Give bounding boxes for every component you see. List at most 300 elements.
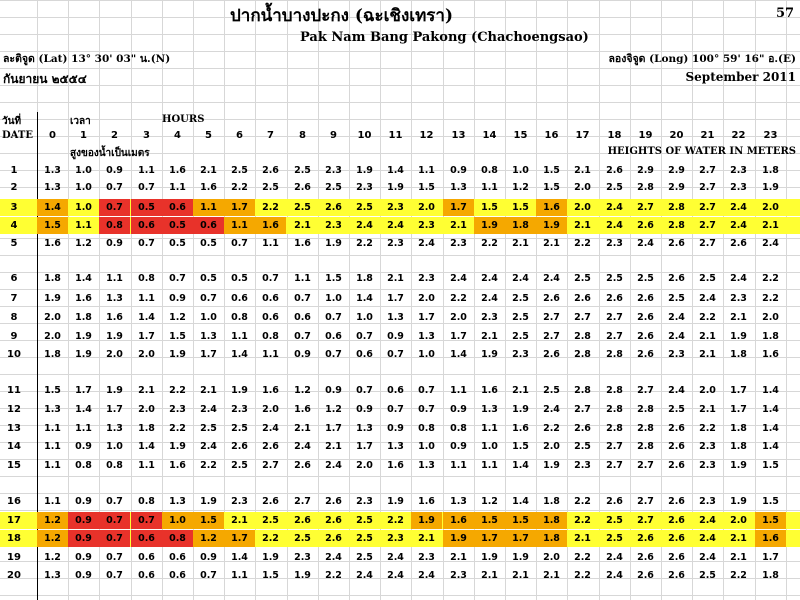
height-cell: 2.4 bbox=[200, 404, 217, 415]
height-cell: 2.7 bbox=[637, 460, 654, 471]
height-cell: 1.4 bbox=[762, 385, 779, 396]
height-cell: 1.8 bbox=[730, 441, 747, 452]
height-cell: 0.6 bbox=[162, 199, 193, 216]
height-cell: 2.1 bbox=[138, 385, 155, 396]
height-cell: 2.5 bbox=[599, 530, 630, 547]
height-cell: 1.9 bbox=[481, 349, 498, 360]
height-cell: 0.9 bbox=[75, 496, 92, 507]
hour-label: 8 bbox=[299, 130, 306, 141]
height-cell: 1.8 bbox=[44, 273, 61, 284]
hour-label: 11 bbox=[388, 130, 403, 141]
height-cell: 1.0 bbox=[68, 199, 99, 216]
hour-label: 23 bbox=[763, 130, 778, 141]
height-cell: 2.0 bbox=[762, 312, 779, 323]
height-cell: 1.5 bbox=[193, 512, 224, 529]
height-cell: 2.8 bbox=[606, 423, 623, 434]
height-cell: 1.1 bbox=[44, 423, 61, 434]
day-label: 7 bbox=[10, 293, 18, 304]
height-cell: 2.5 bbox=[512, 312, 529, 323]
height-cell: 1.9 bbox=[106, 385, 123, 396]
height-cell: 1.8 bbox=[356, 273, 373, 284]
height-cell: 2.4 bbox=[380, 217, 411, 234]
height-cell: 2.5 bbox=[349, 512, 380, 529]
height-cell: 1.1 bbox=[294, 273, 311, 284]
height-cell: 1.7 bbox=[325, 423, 342, 434]
hour-label: 14 bbox=[482, 130, 497, 141]
height-cell: 1.1 bbox=[44, 460, 61, 471]
height-cell: 1.9 bbox=[730, 496, 747, 507]
height-cell: 2.7 bbox=[543, 312, 560, 323]
height-cell: 1.7 bbox=[387, 293, 404, 304]
day-label: 12 bbox=[7, 404, 21, 415]
day-label: 20 bbox=[7, 570, 21, 581]
height-cell: 0.9 bbox=[200, 552, 217, 563]
height-cell: 1.9 bbox=[387, 496, 404, 507]
height-cell: 2.6 bbox=[637, 570, 654, 581]
height-cell: 1.3 bbox=[44, 570, 61, 581]
height-cell: 2.8 bbox=[606, 385, 623, 396]
day-label: 10 bbox=[7, 349, 21, 360]
height-cell: 1.3 bbox=[387, 312, 404, 323]
height-cell: 2.5 bbox=[200, 423, 217, 434]
height-cell: 1.4 bbox=[37, 199, 68, 216]
height-cell: 2.3 bbox=[380, 530, 411, 547]
height-cell: 1.9 bbox=[106, 331, 123, 342]
height-cell: 1.5 bbox=[474, 512, 505, 529]
height-cell: 1.7 bbox=[418, 312, 435, 323]
hour-label: 1 bbox=[80, 130, 87, 141]
height-cell: 2.1 bbox=[387, 273, 404, 284]
height-cell: 1.7 bbox=[224, 530, 255, 547]
height-cell: 1.0 bbox=[356, 312, 373, 323]
height-cell: 0.6 bbox=[325, 331, 342, 342]
height-cell: 0.9 bbox=[169, 293, 186, 304]
height-cell: 0.6 bbox=[169, 552, 186, 563]
height-cell: 2.6 bbox=[668, 238, 685, 249]
longitude-label: ลองจิจูด (Long) 100° 59' 16" อ.(E) bbox=[608, 53, 796, 65]
height-cell: 1.3 bbox=[44, 165, 61, 176]
height-cell: 1.2 bbox=[37, 512, 68, 529]
height-cell: 2.4 bbox=[599, 199, 630, 216]
height-cell: 2.4 bbox=[606, 570, 623, 581]
height-cell: 0.7 bbox=[418, 404, 435, 415]
height-cell: 1.4 bbox=[387, 165, 404, 176]
height-cell: 2.2 bbox=[169, 423, 186, 434]
height-cell: 0.5 bbox=[200, 238, 217, 249]
height-cell: 2.4 bbox=[512, 273, 529, 284]
height-cell: 2.7 bbox=[630, 512, 661, 529]
height-cell: 1.5 bbox=[512, 441, 529, 452]
height-cell: 0.7 bbox=[325, 349, 342, 360]
height-cell: 1.8 bbox=[536, 512, 567, 529]
height-cell: 0.7 bbox=[138, 182, 155, 193]
hour-label: 10 bbox=[357, 130, 372, 141]
height-cell: 1.4 bbox=[231, 552, 248, 563]
height-cell: 2.6 bbox=[231, 441, 248, 452]
height-cell: 2.1 bbox=[755, 217, 786, 234]
height-cell: 0.9 bbox=[356, 404, 373, 415]
height-cell: 2.8 bbox=[574, 349, 591, 360]
height-cell: 0.7 bbox=[169, 273, 186, 284]
height-cell: 2.6 bbox=[637, 312, 654, 323]
height-cell: 2.6 bbox=[668, 273, 685, 284]
height-cell: 2.3 bbox=[450, 238, 467, 249]
height-cell: 2.1 bbox=[567, 530, 598, 547]
height-cell: 1.1 bbox=[193, 199, 224, 216]
height-cell: 1.6 bbox=[294, 404, 311, 415]
height-cell: 2.2 bbox=[543, 423, 560, 434]
height-cell: 1.7 bbox=[730, 404, 747, 415]
height-cell: 1.5 bbox=[418, 182, 435, 193]
height-cell: 2.5 bbox=[287, 530, 318, 547]
height-cell: 0.8 bbox=[75, 460, 92, 471]
day-label: 8 bbox=[10, 312, 18, 323]
height-cell: 2.5 bbox=[574, 441, 591, 452]
height-cell: 2.8 bbox=[637, 182, 654, 193]
height-cell: 1.1 bbox=[450, 460, 467, 471]
height-cell: 1.2 bbox=[44, 552, 61, 563]
height-cell: 2.6 bbox=[606, 165, 623, 176]
height-cell: 1.3 bbox=[106, 423, 123, 434]
height-cell: 2.8 bbox=[606, 349, 623, 360]
height-cell: 0.9 bbox=[68, 530, 99, 547]
height-cell: 2.1 bbox=[543, 570, 560, 581]
height-cell: 2.4 bbox=[606, 552, 623, 563]
height-cell: 0.6 bbox=[138, 552, 155, 563]
height-cell: 0.6 bbox=[193, 217, 224, 234]
day-label: 2 bbox=[10, 182, 18, 193]
height-cell: 2.3 bbox=[325, 165, 342, 176]
height-cell: 2.5 bbox=[287, 199, 318, 216]
day-label: 17 bbox=[7, 515, 21, 526]
height-cell: 1.2 bbox=[169, 312, 186, 323]
grid-line bbox=[0, 119, 800, 120]
hour-label: 20 bbox=[669, 130, 684, 141]
height-cell: 2.3 bbox=[356, 182, 373, 193]
height-cell: 0.7 bbox=[387, 404, 404, 415]
hour-label: 7 bbox=[267, 130, 274, 141]
height-cell: 2.3 bbox=[699, 460, 716, 471]
height-cell: 2.5 bbox=[294, 165, 311, 176]
height-cell: 1.6 bbox=[387, 460, 404, 471]
height-cell: 0.9 bbox=[387, 331, 404, 342]
height-cell: 2.4 bbox=[481, 273, 498, 284]
height-cell: 2.1 bbox=[699, 349, 716, 360]
height-cell: 1.0 bbox=[418, 349, 435, 360]
height-cell: 2.1 bbox=[512, 238, 529, 249]
height-cell: 2.4 bbox=[294, 441, 311, 452]
height-cell: 2.0 bbox=[699, 385, 716, 396]
height-cell: 2.3 bbox=[730, 293, 747, 304]
height-cell: 1.7 bbox=[224, 199, 255, 216]
height-cell: 2.4 bbox=[723, 199, 754, 216]
height-cell: 2.8 bbox=[637, 404, 654, 415]
height-cell: 2.7 bbox=[637, 496, 654, 507]
height-cell: 0.8 bbox=[450, 423, 467, 434]
height-cell: 2.6 bbox=[668, 496, 685, 507]
height-cell: 1.7 bbox=[505, 530, 536, 547]
day-label: 11 bbox=[7, 385, 21, 396]
height-cell: 2.5 bbox=[606, 273, 623, 284]
height-cell: 0.6 bbox=[262, 293, 279, 304]
height-cell: 2.3 bbox=[411, 217, 442, 234]
height-cell: 1.3 bbox=[44, 182, 61, 193]
height-cell: 0.7 bbox=[418, 385, 435, 396]
height-cell: 2.7 bbox=[699, 165, 716, 176]
height-cell: 2.2 bbox=[574, 570, 591, 581]
height-cell: 2.0 bbox=[262, 404, 279, 415]
height-cell: 0.5 bbox=[162, 217, 193, 234]
height-cell: 1.5 bbox=[44, 385, 61, 396]
height-cell: 2.1 bbox=[481, 570, 498, 581]
height-cell: 1.3 bbox=[450, 496, 467, 507]
height-cell: 0.9 bbox=[387, 423, 404, 434]
height-cell: 2.5 bbox=[356, 552, 373, 563]
height-cell: 1.7 bbox=[474, 530, 505, 547]
height-cell: 1.9 bbox=[536, 217, 567, 234]
height-cell: 2.5 bbox=[599, 512, 630, 529]
height-cell: 1.8 bbox=[536, 530, 567, 547]
hour-label: 5 bbox=[205, 130, 212, 141]
height-cell: 2.3 bbox=[387, 238, 404, 249]
height-cell: 2.0 bbox=[755, 199, 786, 216]
height-cell: 2.7 bbox=[692, 199, 723, 216]
height-cell: 2.2 bbox=[730, 570, 747, 581]
height-cell: 2.3 bbox=[231, 404, 248, 415]
height-cell: 2.6 bbox=[318, 512, 349, 529]
height-cell: 1.0 bbox=[481, 441, 498, 452]
height-cell: 1.8 bbox=[44, 349, 61, 360]
height-cell: 2.4 bbox=[262, 423, 279, 434]
height-cell: 2.5 bbox=[637, 273, 654, 284]
day-label: 6 bbox=[10, 273, 18, 284]
day-label: 18 bbox=[7, 533, 21, 544]
height-cell: 1.3 bbox=[450, 182, 467, 193]
height-cell: 2.3 bbox=[574, 460, 591, 471]
height-cell: 1.0 bbox=[200, 312, 217, 323]
height-cell: 2.9 bbox=[668, 165, 685, 176]
height-cell: 2.2 bbox=[255, 530, 286, 547]
height-cell: 0.7 bbox=[200, 570, 217, 581]
height-cell: 2.7 bbox=[699, 238, 716, 249]
height-cell: 2.3 bbox=[418, 552, 435, 563]
height-cell: 1.4 bbox=[356, 293, 373, 304]
height-cell: 0.7 bbox=[138, 238, 155, 249]
height-cell: 1.5 bbox=[543, 182, 560, 193]
height-cell: 2.6 bbox=[574, 423, 591, 434]
hour-label: 21 bbox=[700, 130, 715, 141]
height-cell: 1.3 bbox=[169, 496, 186, 507]
grid-line bbox=[0, 102, 800, 103]
height-cell: 1.2 bbox=[325, 404, 342, 415]
height-cell: 2.1 bbox=[730, 312, 747, 323]
height-cell: 1.9 bbox=[543, 460, 560, 471]
page-number: 57 bbox=[776, 6, 795, 21]
hour-label: 0 bbox=[49, 130, 56, 141]
height-cell: 1.9 bbox=[730, 460, 747, 471]
height-cell: 2.2 bbox=[325, 570, 342, 581]
height-cell: 2.6 bbox=[318, 199, 349, 216]
height-cell: 0.9 bbox=[106, 165, 123, 176]
height-cell: 1.4 bbox=[231, 349, 248, 360]
height-cell: 2.4 bbox=[356, 570, 373, 581]
height-cell: 1.5 bbox=[169, 331, 186, 342]
height-cell: 2.1 bbox=[325, 441, 342, 452]
height-cell: 1.1 bbox=[231, 570, 248, 581]
height-cell: 2.7 bbox=[574, 404, 591, 415]
height-cell: 2.6 bbox=[630, 530, 661, 547]
height-cell: 1.7 bbox=[730, 385, 747, 396]
height-cell: 2.4 bbox=[387, 570, 404, 581]
grid-line bbox=[0, 510, 800, 511]
height-cell: 0.7 bbox=[356, 331, 373, 342]
height-cell: 0.7 bbox=[262, 273, 279, 284]
height-cell: 1.3 bbox=[418, 460, 435, 471]
height-cell: 2.2 bbox=[574, 238, 591, 249]
height-cell: 2.8 bbox=[574, 385, 591, 396]
height-cell: 2.6 bbox=[661, 512, 692, 529]
height-cell: 1.8 bbox=[75, 312, 92, 323]
height-cell: 2.7 bbox=[574, 312, 591, 323]
day-label: 9 bbox=[10, 331, 18, 342]
heights-header-thai: สูงของน้ำเป็นเมตร bbox=[70, 148, 150, 159]
height-cell: 2.4 bbox=[730, 273, 747, 284]
height-cell: 1.4 bbox=[75, 404, 92, 415]
hour-label: 4 bbox=[174, 130, 181, 141]
height-cell: 1.5 bbox=[505, 199, 536, 216]
height-cell: 2.1 bbox=[699, 404, 716, 415]
height-cell: 1.5 bbox=[543, 165, 560, 176]
height-cell: 1.6 bbox=[512, 423, 529, 434]
height-cell: 2.0 bbox=[106, 349, 123, 360]
height-cell: 1.9 bbox=[474, 217, 505, 234]
height-cell: 2.2 bbox=[699, 312, 716, 323]
station-title-english: Pak Nam Bang Pakong (Chachoengsao) bbox=[300, 30, 589, 45]
height-cell: 2.0 bbox=[543, 441, 560, 452]
height-cell: 1.9 bbox=[730, 331, 747, 342]
height-cell: 1.3 bbox=[106, 293, 123, 304]
date-header: DATE bbox=[2, 130, 33, 141]
height-cell: 2.7 bbox=[294, 496, 311, 507]
height-cell: 2.1 bbox=[699, 331, 716, 342]
station-title-thai: ปากน้ำบางปะกง (ฉะเชิงเทรา) bbox=[230, 6, 454, 26]
hour-label: 3 bbox=[143, 130, 150, 141]
height-cell: 2.2 bbox=[356, 238, 373, 249]
height-cell: 0.7 bbox=[231, 238, 248, 249]
height-cell: 2.1 bbox=[200, 165, 217, 176]
hour-label: 15 bbox=[513, 130, 528, 141]
height-cell: 1.2 bbox=[481, 496, 498, 507]
height-cell: 2.4 bbox=[543, 404, 560, 415]
height-cell: 2.1 bbox=[287, 217, 318, 234]
height-cell: 1.1 bbox=[138, 165, 155, 176]
height-cell: 1.9 bbox=[75, 331, 92, 342]
height-cell: 2.9 bbox=[637, 165, 654, 176]
height-cell: 0.5 bbox=[200, 273, 217, 284]
day-header-thai: วันที่ bbox=[2, 116, 22, 127]
height-cell: 1.9 bbox=[294, 570, 311, 581]
height-cell: 2.4 bbox=[668, 331, 685, 342]
height-cell: 1.6 bbox=[200, 182, 217, 193]
height-cell: 0.7 bbox=[99, 530, 130, 547]
height-cell: 1.5 bbox=[505, 512, 536, 529]
hour-label: 16 bbox=[544, 130, 559, 141]
height-cell: 0.7 bbox=[131, 512, 162, 529]
height-cell: 1.6 bbox=[44, 238, 61, 249]
height-cell: 2.5 bbox=[606, 182, 623, 193]
height-cell: 0.7 bbox=[356, 385, 373, 396]
height-cell: 1.4 bbox=[512, 460, 529, 471]
height-cell: 2.6 bbox=[287, 512, 318, 529]
height-cell: 2.6 bbox=[668, 423, 685, 434]
grid-line bbox=[0, 476, 800, 477]
height-cell: 1.9 bbox=[169, 441, 186, 452]
height-cell: 2.1 bbox=[543, 238, 560, 249]
height-cell: 2.4 bbox=[637, 238, 654, 249]
height-cell: 2.3 bbox=[699, 496, 716, 507]
height-cell: 1.3 bbox=[200, 331, 217, 342]
height-cell: 2.5 bbox=[231, 460, 248, 471]
height-cell: 1.1 bbox=[169, 182, 186, 193]
height-cell: 1.6 bbox=[481, 385, 498, 396]
height-cell: 0.7 bbox=[325, 312, 342, 323]
height-cell: 2.6 bbox=[668, 552, 685, 563]
height-cell: 2.4 bbox=[599, 217, 630, 234]
height-cell: 1.8 bbox=[543, 496, 560, 507]
height-cell: 0.7 bbox=[106, 570, 123, 581]
height-cell: 2.8 bbox=[661, 217, 692, 234]
month-english: September 2011 bbox=[685, 70, 796, 84]
height-cell: 2.3 bbox=[356, 496, 373, 507]
height-cell: 1.6 bbox=[536, 199, 567, 216]
day-label: 15 bbox=[7, 460, 21, 471]
height-cell: 1.2 bbox=[294, 385, 311, 396]
height-cell: 2.5 bbox=[255, 512, 286, 529]
hour-label: 17 bbox=[575, 130, 590, 141]
height-cell: 2.4 bbox=[387, 552, 404, 563]
height-cell: 2.2 bbox=[255, 199, 286, 216]
height-cell: 1.6 bbox=[418, 496, 435, 507]
height-cell: 2.3 bbox=[169, 404, 186, 415]
height-cell: 1.7 bbox=[138, 331, 155, 342]
height-cell: 2.0 bbox=[44, 312, 61, 323]
height-cell: 1.1 bbox=[68, 217, 99, 234]
height-cell: 1.4 bbox=[138, 441, 155, 452]
height-cell: 1.5 bbox=[325, 273, 342, 284]
height-cell: 2.4 bbox=[699, 552, 716, 563]
height-cell: 0.9 bbox=[75, 552, 92, 563]
height-cell: 1.4 bbox=[512, 496, 529, 507]
height-cell: 0.6 bbox=[294, 312, 311, 323]
height-cell: 2.7 bbox=[606, 331, 623, 342]
height-cell: 1.5 bbox=[474, 199, 505, 216]
height-cell: 2.5 bbox=[325, 182, 342, 193]
height-cell: 0.7 bbox=[106, 552, 123, 563]
height-cell: 1.0 bbox=[106, 441, 123, 452]
height-cell: 2.3 bbox=[730, 182, 747, 193]
height-cell: 2.5 bbox=[231, 165, 248, 176]
height-cell: 1.7 bbox=[75, 385, 92, 396]
height-cell: 2.6 bbox=[294, 460, 311, 471]
height-cell: 2.1 bbox=[512, 570, 529, 581]
height-cell: 0.6 bbox=[131, 217, 162, 234]
height-cell: 2.6 bbox=[668, 570, 685, 581]
grid-line bbox=[0, 255, 800, 256]
height-cell: 2.5 bbox=[349, 199, 380, 216]
height-cell: 0.5 bbox=[169, 238, 186, 249]
height-cell: 0.9 bbox=[325, 385, 342, 396]
height-cell: 0.9 bbox=[450, 441, 467, 452]
